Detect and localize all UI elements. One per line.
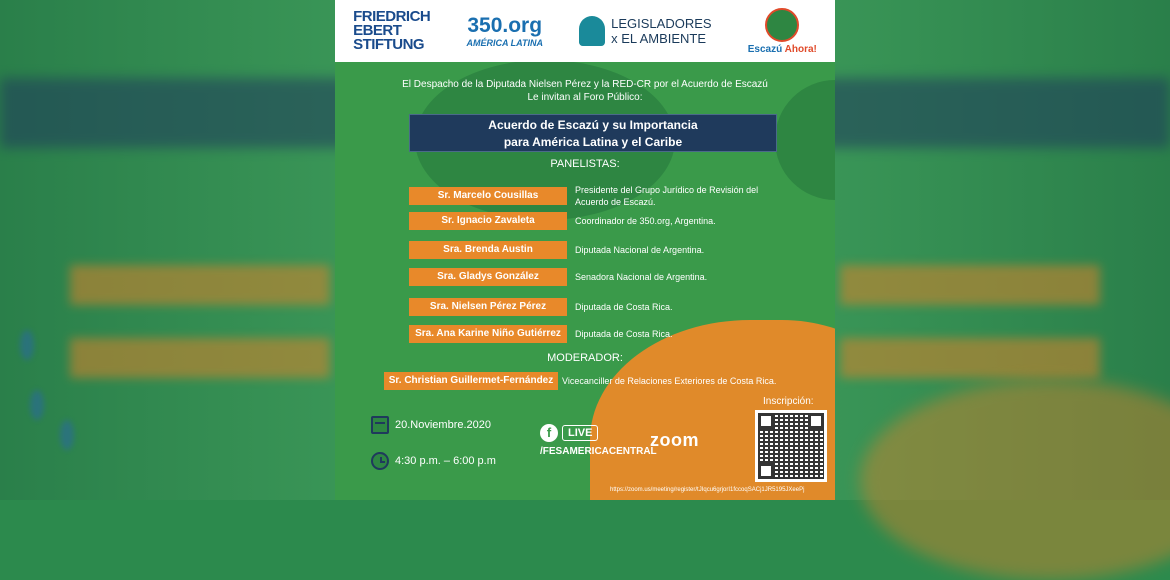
live-badge: LIVE [562, 425, 598, 441]
panelists-heading: PANELISTAS: [550, 158, 620, 170]
facebook-live [540, 424, 657, 457]
sponsor-logos-bar [335, 0, 835, 62]
panelist-name: Sra. Ana Karine Niño Gutiérrez [409, 325, 567, 343]
moderator-heading: MODERADOR: [547, 352, 623, 364]
registration-qr-code [755, 410, 827, 482]
calendar-icon [371, 416, 389, 434]
panelist-name: Sr. Marcelo Cousillas [409, 187, 567, 205]
panelist-role: Diputada Nacional de Argentina. [575, 245, 705, 255]
registration-url: https://zoom.us/meeting/register/tJIqcu6grjorI1fccoqSACj1JR5195JXeePj [610, 487, 805, 493]
event-time: 4:30 p.m. – 6:00 p.m [371, 452, 496, 470]
panelist-role: Diputada de Costa Rica. [575, 329, 673, 339]
qr-finder [758, 463, 774, 479]
escazu-ahora-logo: Escazú Ahora! [748, 8, 817, 55]
invitation-text: El Despacho de la Diputada Nielsen Pérez y la RED-CR por el Acuerdo de Escazú Le invitan al Foro Público: [402, 79, 768, 103]
qr-finder [808, 413, 824, 429]
facebook-handle: /FESAMERICACENTRAL [540, 446, 657, 457]
panelist-role: Presidente del Grupo Jurídico de Revisión del Acuerdo de Escazú. [575, 185, 759, 207]
qr-finder [758, 413, 774, 429]
blurred-drop [30, 390, 44, 420]
350org-logo: 350.org AMÉRICA LATINA [466, 14, 543, 48]
event-date: 20.Noviembre.2020 [371, 416, 491, 434]
capitol-dome-icon [579, 16, 605, 46]
fes-logo: FRIEDRICH EBERT STIFTUNG [353, 8, 431, 53]
facebook-icon: f [540, 424, 558, 442]
panelist-row [409, 212, 716, 230]
blurred-orange-band [70, 265, 330, 305]
panelist-name: Sr. Ignacio Zavaleta [409, 212, 567, 230]
moderator-row [384, 372, 776, 390]
panelist-row [409, 184, 758, 208]
blurred-orange-band [70, 338, 330, 378]
panelist-role: Diputada de Costa Rica. [575, 302, 673, 312]
moderator-role: Vicecanciller de Relaciones Exteriores de Costa Rica. [562, 376, 777, 386]
clock-icon [371, 452, 389, 470]
panelist-row [409, 298, 673, 316]
raised-fists-icon [765, 8, 799, 42]
blurred-orange-band [840, 265, 1100, 305]
event-title: Acuerdo de Escazú y su Importancia para América Latina y el Caribe [409, 114, 777, 152]
panelist-name: Sra. Brenda Austin [409, 241, 567, 259]
panelist-row [409, 241, 704, 259]
legisladores-logo: LEGISLADORES x EL AMBIENTE [579, 16, 711, 46]
panelist-row [409, 325, 673, 343]
moderator-name: Sr. Christian Guillermet-Fernández [384, 372, 558, 390]
blurred-drop [60, 420, 74, 450]
registration-label: Inscripción: [763, 396, 814, 407]
event-poster [335, 0, 835, 500]
zoom-logo: zoom [650, 430, 699, 450]
panelist-name: Sra. Gladys González [409, 268, 567, 286]
panelist-role: Senadora Nacional de Argentina. [575, 272, 708, 282]
blurred-orange-wave [860, 380, 1170, 580]
panelist-role: Coordinador de 350.org, Argentina. [575, 216, 716, 226]
panelist-name: Sra. Nielsen Pérez Pérez [409, 298, 567, 316]
blurred-orange-band [840, 338, 1100, 378]
panelist-row [409, 268, 707, 286]
blurred-drop [20, 330, 34, 360]
